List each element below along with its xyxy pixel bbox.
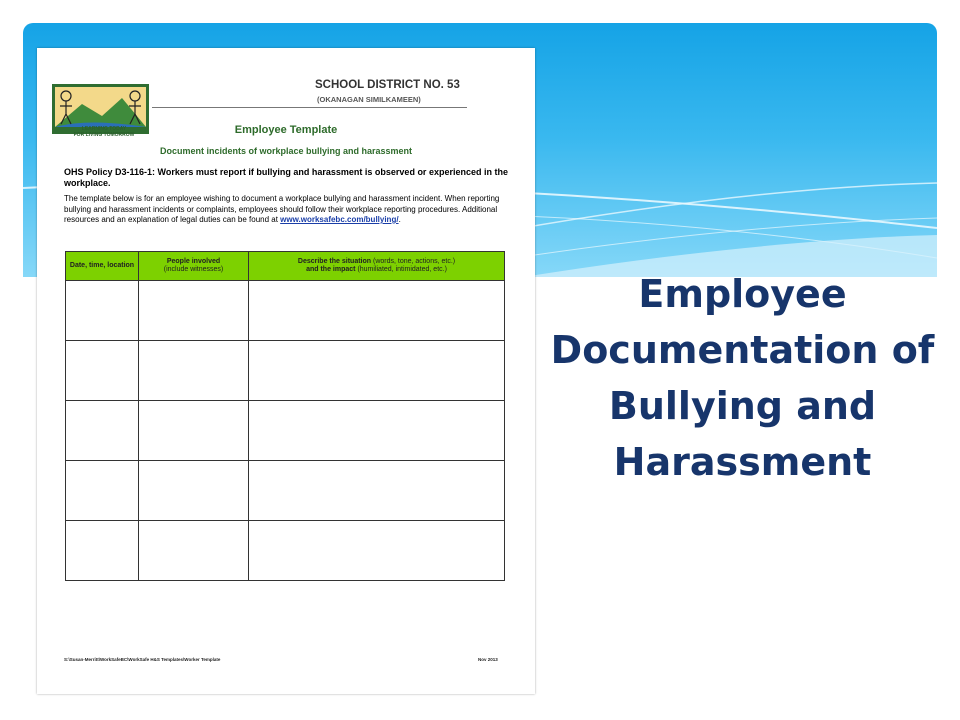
table-cell [139, 341, 249, 401]
document-footer-date: Nov 2013 [478, 657, 498, 662]
table-row [66, 341, 505, 401]
slide-title-line: Bullying and [608, 384, 877, 428]
table-cell [139, 521, 249, 581]
intro-paragraph [64, 194, 519, 226]
table-row [66, 401, 505, 461]
slide-title [545, 266, 940, 490]
intro-end: . [398, 215, 401, 224]
table-cell [249, 341, 505, 401]
worksafebc-link[interactable]: www.worksafebc.com/bullying/ [280, 215, 399, 224]
table-cell [139, 461, 249, 521]
table-cell [66, 401, 139, 461]
document-footer-path: S:\Susan-Merritt\WorkSafeBC\WorkSafe H&S Templates\Worker Template [64, 657, 221, 662]
table-cell [139, 401, 249, 461]
table-cell [249, 281, 505, 341]
divider [152, 107, 467, 108]
table-header-row [66, 252, 505, 281]
table-cell [249, 461, 505, 521]
table-cell [66, 461, 139, 521]
column-header-date: Date, time, location [66, 252, 139, 281]
table-row [66, 461, 505, 521]
table-cell [139, 281, 249, 341]
slide-title-line: Employee [638, 272, 847, 316]
table-cell [66, 281, 139, 341]
slide-title-line: Harassment [613, 440, 872, 484]
table-row [66, 521, 505, 581]
district-name: SCHOOL DISTRICT NO. 53 [315, 79, 460, 91]
policy-statement: OHS Policy D3-116-1: Workers must report if bullying and harassment is observed or experienced in the workplace. [64, 167, 508, 188]
district-subtitle: (OKANAGAN SIMILKAMEEN) [317, 95, 421, 104]
template-subtitle: Document incidents of workplace bullying and harassment [159, 146, 413, 156]
incident-table [65, 251, 505, 581]
intro-text: The template below is for an employee wishing to document a workplace bullying and harassment incident. When reporting bullying and harassment incidents or complaints, employees should follow their workplace reporting procedures. Additional resources and an explanation of legal duties can be found at [64, 194, 500, 224]
logo-caption: LEARNING TODAY FOR LIVING TOMORROW [73, 126, 135, 138]
table-cell [249, 521, 505, 581]
table-cell [66, 521, 139, 581]
table-cell [66, 341, 139, 401]
column-header-situation: Describe the situation (words, tone, actions, etc.) and the impact (humiliated, intimidated, etc.) [249, 252, 505, 281]
table-row [66, 281, 505, 341]
table-cell [249, 401, 505, 461]
document-preview [37, 48, 535, 694]
slide-title-line: Documentation of [550, 328, 935, 372]
template-title: Employee Template [234, 124, 338, 136]
column-header-people: People involved (include witnesses) [139, 252, 249, 281]
